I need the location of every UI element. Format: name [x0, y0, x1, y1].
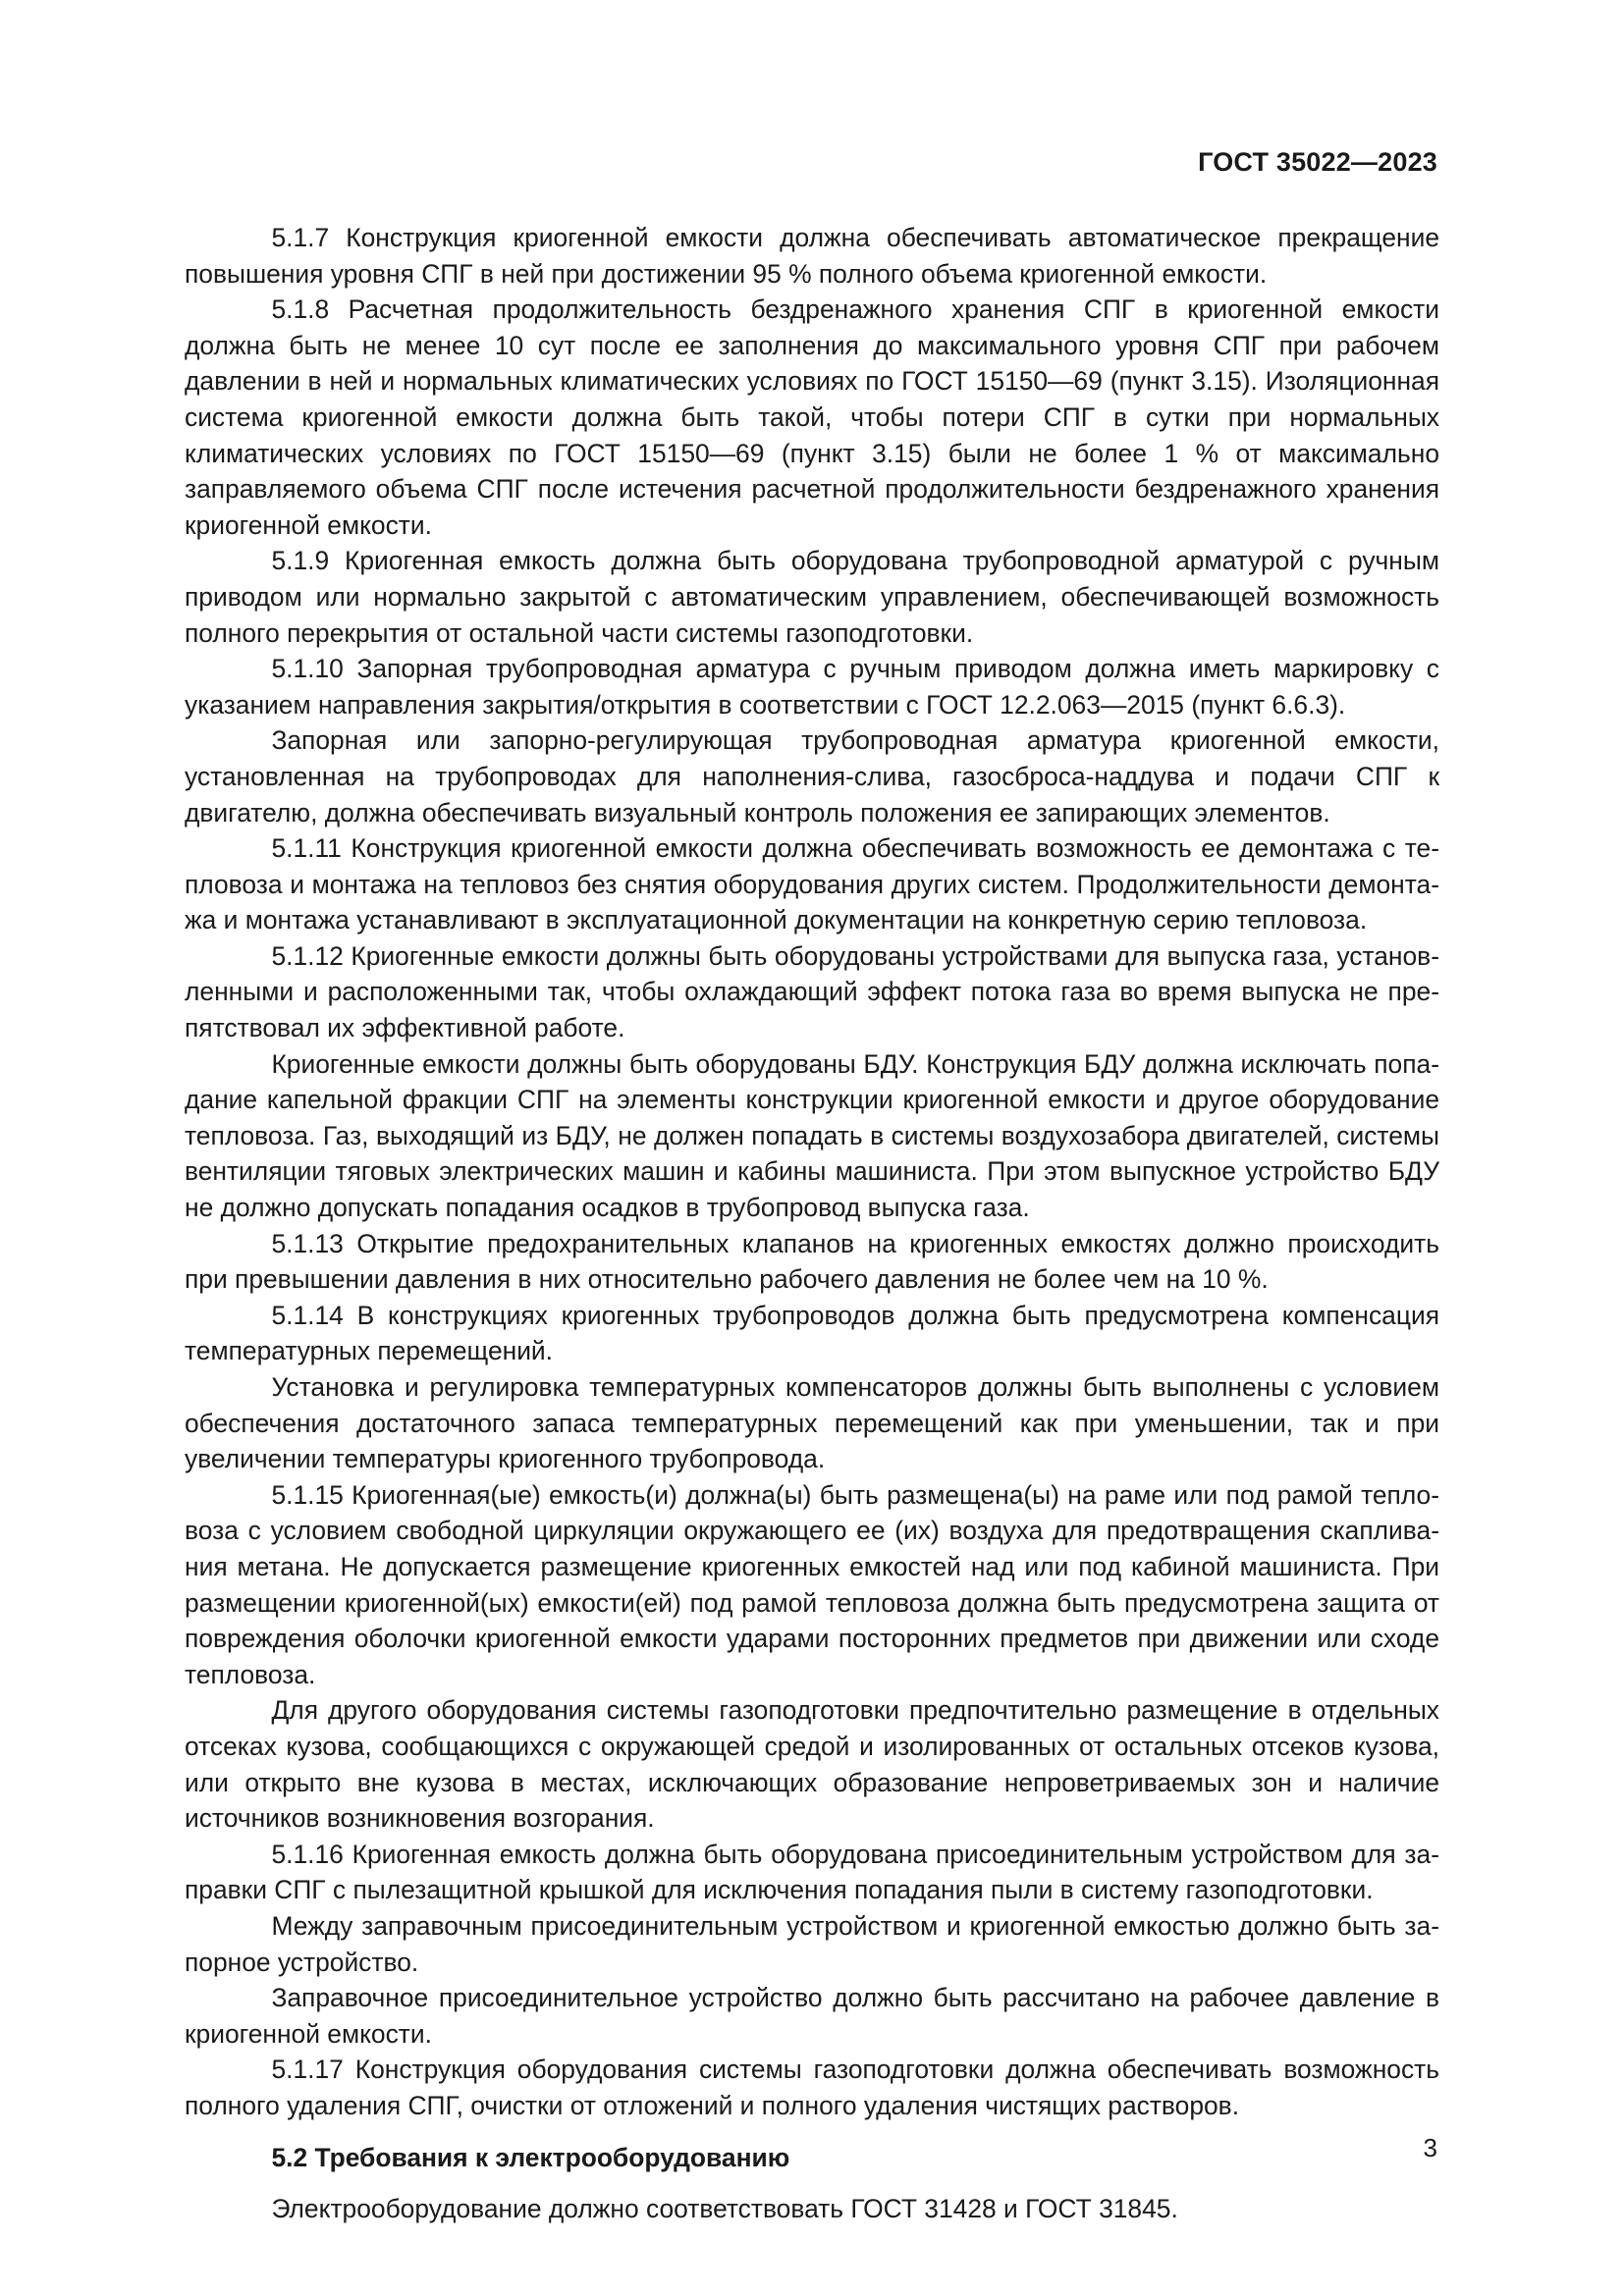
paragraph-5-1-9: 5.1.9 Криогенная емкость должна быть оборудована трубопроводной арматурой с ручным приводом или нормально закрытой с автоматическим управлением, обеспечивающей возможность полного перекрытия от остальной части системы газоподготовки. — [185, 546, 1439, 648]
paragraph-5-1-13: 5.1.13 Открытие предохранительных клапанов на криогенных емкостях должно происходить при превышении давления в них относительно рабочего давления не более чем на 10 %. — [185, 1228, 1439, 1295]
paragraph-5-1-12-continued: Криогенные емкости должны быть оборудованы БДУ. Конструкция БДУ должна исключать попадание капельной фракции СПГ на элементы конструкции криогенной емкости и другое оборудование тепловоза. Газ, выходящий из БДУ, не должен попадать в системы воздухозабора двигателей, системы вентиляции тяговых электрических машин и кабины машиниста. При этом выпускное устройство БДУ не должно допускать попадания осадков в трубопровод выпуска газа. — [185, 1048, 1439, 1223]
paragraph-5-1-10: 5.1.10 Запорная трубопроводная арматура с ручным приводом должна иметь маркировку с указанием направления закрытия/открытия в соответствии с ГОСТ 12.2.063—2015 (пункт 6.6.3). — [185, 654, 1439, 720]
paragraph-5-1-11: 5.1.11 Конструкция криогенной емкости должна обеспечивать возможность ее демонтажа с тепловоза и монтажа на тепловоз без снятия оборудования других систем. Продолжительности демонтажа и монтажа устанавливают в эксплуатационной документации на конкретную серию тепловоза. — [185, 833, 1439, 935]
document-body — [185, 220, 1439, 2227]
paragraph-5-1-14-continued: Установка и регулировка температурных компенсаторов должны быть выполнены с условием обеспечения достаточного запаса температурных перемещений как при уменьшении, так и при увеличении температуры криогенного трубопровода. — [185, 1372, 1439, 1474]
page-number: 3 — [1423, 2133, 1437, 2163]
paragraph-5-1-14: 5.1.14 В конструкциях криогенных трубопроводов должна быть предусмотрена компенсация температурных перемещений. — [185, 1300, 1439, 1366]
paragraph-5-1-8: 5.1.8 Расчетная продолжительность бездренажного хранения СПГ в криогенной емкости должна быть не менее 10 сут после ее заполнения до максимального уровня СПГ при рабочем давлении в ней и нормальных климатических условиях по ГОСТ 15150—69 (пункт 3.15). Изоляционная система криогенной емкости должна быть такой, чтобы потери СПГ в сутки при нормальных климатических условиях по ГОСТ 15150—69 (пункт 3.15) были не более 1 % от максимально заправляемого объема СПГ после истечения расчетной продолжительности бездренажного хранения криогенной емкости. — [185, 294, 1439, 540]
section-heading-5-2: 5.2 Требования к электрооборудованию — [271, 2143, 790, 2173]
paragraph-5-1-17: 5.1.17 Конструкция оборудования системы газоподготовки должна обеспечивать возможность полного удаления СПГ, очистки от отложений и полного удаления чистящих растворов. — [185, 2055, 1439, 2120]
document-standard-header: ГОСТ 35022—2023 — [1198, 147, 1437, 177]
paragraph-5-1-12: 5.1.12 Криогенные емкости должны быть оборудованы устройствами для выпуска газа, установленными и расположенными так, чтобы охлаждающий эффект потока газа во время выпуска не препятствовал их эффективной работе. — [185, 940, 1439, 1043]
paragraph-5-1-7: 5.1.7 Конструкция криогенной емкости должна обеспечивать автоматическое прекращение повышения уровня СПГ в ней при достижении 95 % полного объема криогенной емкости. — [185, 223, 1439, 289]
paragraph-5-1-15: 5.1.15 Криогенная(ые) емкость(и) должна(ы) быть размещена(ы) на раме или под рамой тепловоза с условием свободной циркуляции окружающего ее (их) воздуха для предотвращения скапливания метана. Не допускается размещение криогенных емкостей над или под кабиной машиниста. При размещении криогенной(ых) емкости(ей) под рамой тепловоза должна быть предусмотрена защита от повреждения оболочки криогенной емкости ударами посторонних предметов при движении или сходе тепловоза. — [185, 1479, 1439, 1689]
paragraph-5-2-text: Электрооборудование должно соответствовать ГОСТ 31428 и ГОСТ 31845. — [271, 2194, 1178, 2224]
paragraph-5-1-16: 5.1.16 Криогенная емкость должна быть оборудована присоединительным устройством для заправки СПГ с пылезащитной крышкой для исключения попадания пыли в систему газоподготовки. — [185, 1839, 1439, 1905]
paragraph-5-1-16-continued-1: Между заправочным присоединительным устройством и криогенной емкостью должно быть запорное устройство. — [185, 1910, 1439, 1977]
paragraph-5-1-15-continued: Для другого оборудования системы газоподготовки предпочтительно размещение в отдельных отсеках кузова, сообщающихся с окружающей средой и изолированных от остальных отсеков кузова, или открыто вне кузова в местах, исключающих образование непроветриваемых зон и наличие источников возникновения возгорания. — [185, 1695, 1439, 1834]
paragraph-5-1-16-continued-2: Заправочное присоединительное устройство должно быть рассчитано на рабочее давление в криогенной емкости. — [185, 1983, 1439, 2049]
paragraph-5-1-10-continued: Запорная или запорно-регулирующая трубопроводная арматура криогенной емкости, установленная на трубопроводах для наполнения-слива, газосброса-наддува и подачи СПГ к двигателю, должна обеспечивать визуальный контроль положения ее запирающих элементов. — [185, 725, 1439, 828]
